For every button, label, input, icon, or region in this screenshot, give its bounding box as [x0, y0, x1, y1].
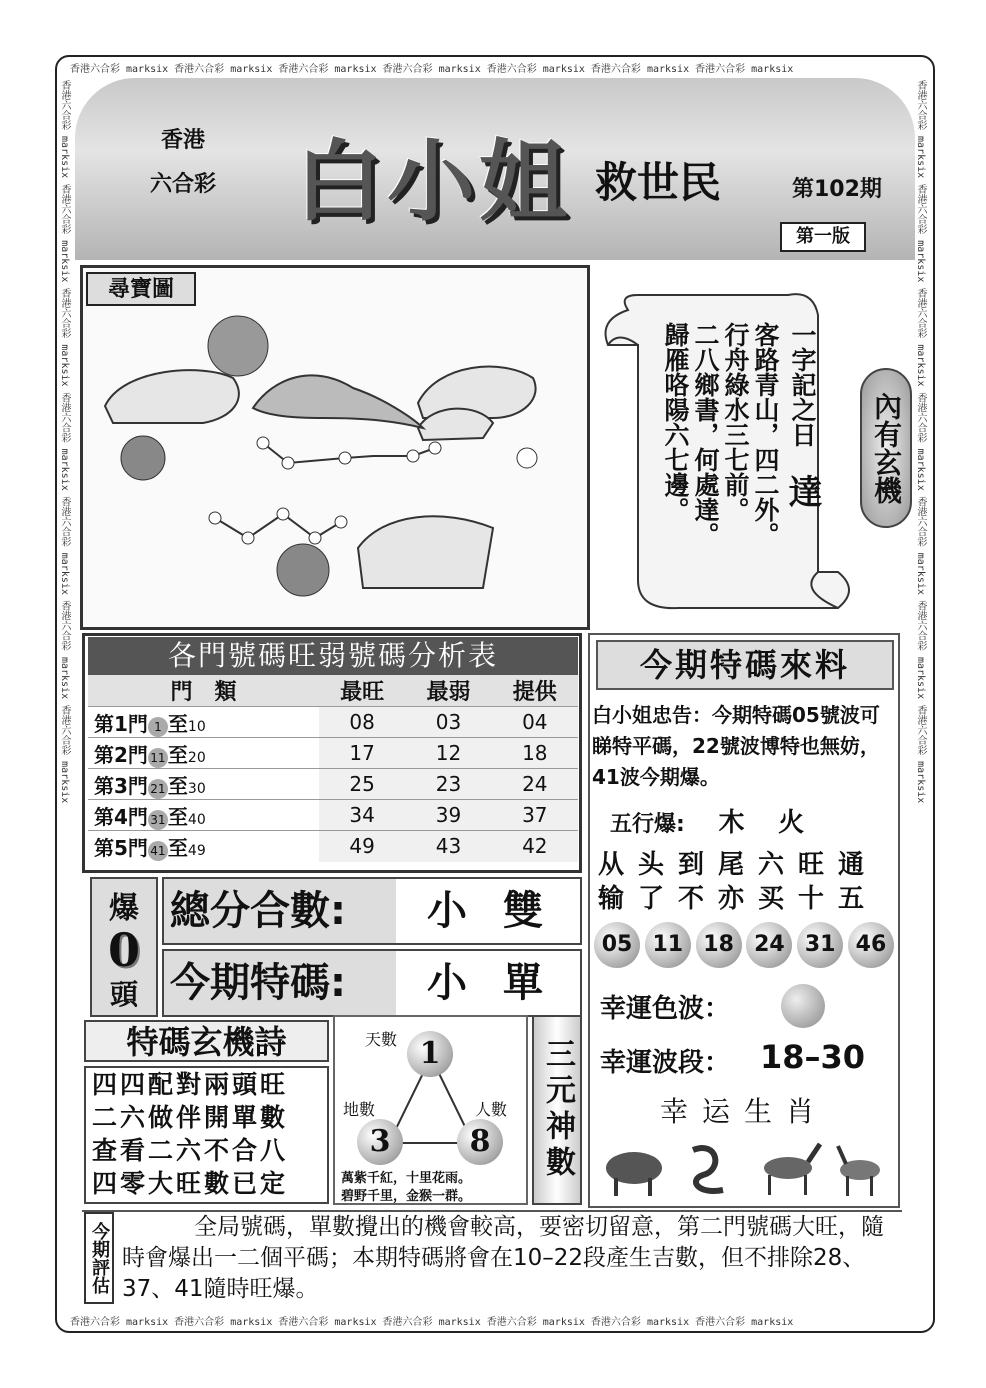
hk-lottery-label — [150, 118, 216, 206]
table-row — [88, 738, 578, 769]
edition-label: 第一版 — [780, 222, 866, 252]
min-cell: 12 — [405, 738, 491, 769]
hk-line-1: 香港 — [161, 127, 206, 153]
table-header-row — [88, 675, 578, 707]
table-row — [88, 831, 578, 862]
range-start-badge: 31 — [148, 810, 168, 830]
header-max: 最旺 — [319, 675, 405, 707]
range-start-badge: 11 — [148, 748, 168, 768]
analysis-table-title: 各門號碼旺弱號碼分析表 — [88, 637, 578, 675]
table-row — [88, 707, 578, 738]
heaven-label: 天數 — [365, 1030, 398, 1049]
header-door: 門 類 — [88, 675, 319, 707]
range-start-badge: 1 — [148, 717, 168, 737]
tou-label: 頭 — [109, 978, 138, 1011]
min-cell: 39 — [405, 800, 491, 831]
scroll-line-3: 二八鄉書，何處達。 — [691, 322, 720, 547]
special-code-value: 小單 — [427, 959, 579, 1006]
phrase-2: 碧野千里，金猴一群。 — [341, 1189, 472, 1204]
subtitle: 救世民 — [595, 158, 722, 207]
logo-title: 白小姐 — [295, 130, 572, 233]
phrase-1: 萬紫千紅，十里花雨。 — [341, 1171, 472, 1186]
lucky-zodiac-title: 幸运生肖 — [660, 1095, 829, 1128]
door-cell: 第2門 11 至20 — [88, 738, 319, 769]
ox-icon — [606, 1152, 662, 1196]
max-cell: 17 — [319, 738, 405, 769]
table-row — [88, 769, 578, 800]
evaluation-label: 今期評估 — [84, 1212, 114, 1304]
number-ball: 31 — [797, 922, 843, 968]
heaven-earth-man-box — [333, 1015, 528, 1205]
give-cell: 18 — [492, 738, 578, 769]
rock-left — [105, 370, 239, 423]
pine-branch-icon — [121, 436, 165, 480]
give-cell: 42 — [492, 831, 578, 862]
earth-label: 地數 — [343, 1100, 376, 1119]
hk-line-2: 六合彩 — [150, 171, 217, 197]
scroll-answer: 達 — [782, 474, 822, 508]
door-cell: 第1門 1 至10 — [88, 707, 319, 738]
lucky-range-label: 幸運波段： — [600, 1048, 731, 1078]
element-fire: 火 — [778, 808, 805, 838]
border-strip-bottom: 香港六合彩 marksix 香港六合彩 marksix 香港六合彩 marksix 香港六合彩 marksix 香港六合彩 marksix 香港六合彩 marksix 香港六合彩 marksix — [70, 1317, 794, 1327]
number-ball: 24 — [746, 922, 792, 968]
issue-number: 第102期 — [792, 177, 882, 202]
special-code-label: 今期特碼: — [164, 951, 396, 1015]
treasure-map — [80, 265, 590, 630]
element-wood: 木 — [718, 808, 745, 838]
lucky-color-label: 幸運色波： — [600, 994, 731, 1024]
special-code-row — [162, 949, 582, 1017]
door-cell: 第4門 31 至40 — [88, 800, 319, 831]
special-code-title: 今期特碼來料 — [596, 640, 894, 690]
range-start-badge: 21 — [148, 779, 168, 799]
total-sum-row — [162, 877, 582, 945]
pine-bush-icon — [277, 544, 329, 596]
lucky-color-ball — [781, 984, 825, 1028]
border-strip-top: 香港六合彩 marksix 香港六合彩 marksix 香港六合彩 marksix 香港六合彩 marksix 香港六合彩 marksix 香港六合彩 marksix 香港六合彩 marksix — [70, 64, 794, 74]
range-start-badge: 41 — [148, 841, 168, 861]
number-balls — [594, 922, 894, 968]
header-min: 最弱 — [405, 675, 491, 707]
number-ball: 05 — [594, 922, 640, 968]
scroll-line-2: 行舟綠水三七前。 — [721, 322, 750, 522]
bird-icon — [253, 375, 423, 428]
table-row — [88, 800, 578, 831]
poem-line: 四四配對兩頭旺 — [92, 1070, 289, 1099]
max-cell: 08 — [319, 707, 405, 738]
five-elements-label: 五行爆: — [610, 812, 685, 837]
give-cell: 24 — [492, 769, 578, 800]
pine-tree-icon — [208, 316, 268, 376]
border-strip-left: 香港六合彩 marksix 香港六合彩 marksix 香港六合彩 marksix 香港六合彩 marksix 香港六合彩 marksix 香港六合彩 marksix 香港六合彩 marksix — [59, 80, 70, 804]
total-sum-label: 總分合數: — [164, 879, 396, 943]
horse-icon — [764, 1144, 820, 1195]
analysis-table — [88, 675, 578, 862]
min-cell: 03 — [405, 707, 491, 738]
poem-line: 查看二六不合八 — [92, 1136, 289, 1165]
max-cell: 25 — [319, 769, 405, 800]
heaven-number: 1 — [407, 1031, 453, 1077]
man-number: 8 — [457, 1119, 503, 1165]
number-ball: 46 — [848, 922, 894, 968]
five-elements — [610, 802, 804, 839]
handwritten-line-1: 从头到尾六旺通 — [598, 850, 879, 880]
border-strip-right: 香港六合彩 marksix 香港六合彩 marksix 香港六合彩 marksix 香港六合彩 marksix 香港六合彩 marksix 香港六合彩 marksix 香港六合彩 marksix — [915, 80, 926, 804]
rock-right — [418, 367, 536, 418]
bao-zero: 0 — [107, 923, 140, 977]
lucky-range-value: 18–30 — [760, 1038, 866, 1076]
scroll-heading: 一字記之日 — [788, 322, 817, 447]
poem-title: 特碼玄機詩 — [84, 1020, 329, 1062]
hidden-secret-badge: 內有玄機 — [860, 368, 912, 528]
zodiac-animals — [598, 1130, 894, 1200]
max-cell: 34 — [319, 800, 405, 831]
man-label: 人數 — [475, 1100, 508, 1119]
evaluation-text: 全局號碼，單數攪出的機會較高，要密切留意，第二門號碼大旺，隨時會爆出一二個平碼；本期特碼將會在10–22段產生吉數，但不排除28、37、41隨時旺爆。 — [122, 1214, 884, 1302]
sanyuan-label: 三元神數 — [532, 1015, 582, 1205]
scroll-line-4: 歸雁咯陽六七邊。 — [661, 322, 690, 522]
min-cell: 23 — [405, 769, 491, 800]
dragon-icon — [693, 1148, 723, 1191]
give-cell: 04 — [492, 707, 578, 738]
door-cell: 第5門 41 至49 — [88, 831, 319, 862]
rock-bottom — [358, 516, 493, 588]
scroll-line-1: 客路青山，四二外。 — [751, 322, 780, 547]
treasure-map-drawing — [83, 268, 587, 627]
number-ball: 18 — [696, 922, 742, 968]
number-ball: 11 — [645, 922, 691, 968]
give-cell: 37 — [492, 800, 578, 831]
earth-number: 3 — [357, 1119, 403, 1165]
bao-zero-box — [90, 877, 158, 1017]
goat-icon — [838, 1146, 880, 1196]
advice-text: 白小姐忠告：今期特碼05號波可睇特平碼，22號波博特也無妨，41波今期爆。 — [592, 703, 880, 789]
header-give: 提供 — [492, 675, 578, 707]
total-sum-value: 小雙 — [427, 887, 579, 934]
flower-icon — [517, 448, 537, 468]
poem-line: 二六做伴開單數 — [92, 1103, 289, 1132]
poem-box — [84, 1066, 329, 1204]
treasure-map-label: 尋寶圖 — [86, 272, 196, 306]
min-cell: 43 — [405, 831, 491, 862]
door-cell: 第3門 21 至30 — [88, 769, 319, 800]
handwritten-line-2: 输了不亦买十五 — [598, 884, 879, 914]
max-cell: 49 — [319, 831, 405, 862]
poem-line: 四零大旺數已定 — [92, 1169, 289, 1198]
bao-label: 爆 — [109, 891, 139, 926]
